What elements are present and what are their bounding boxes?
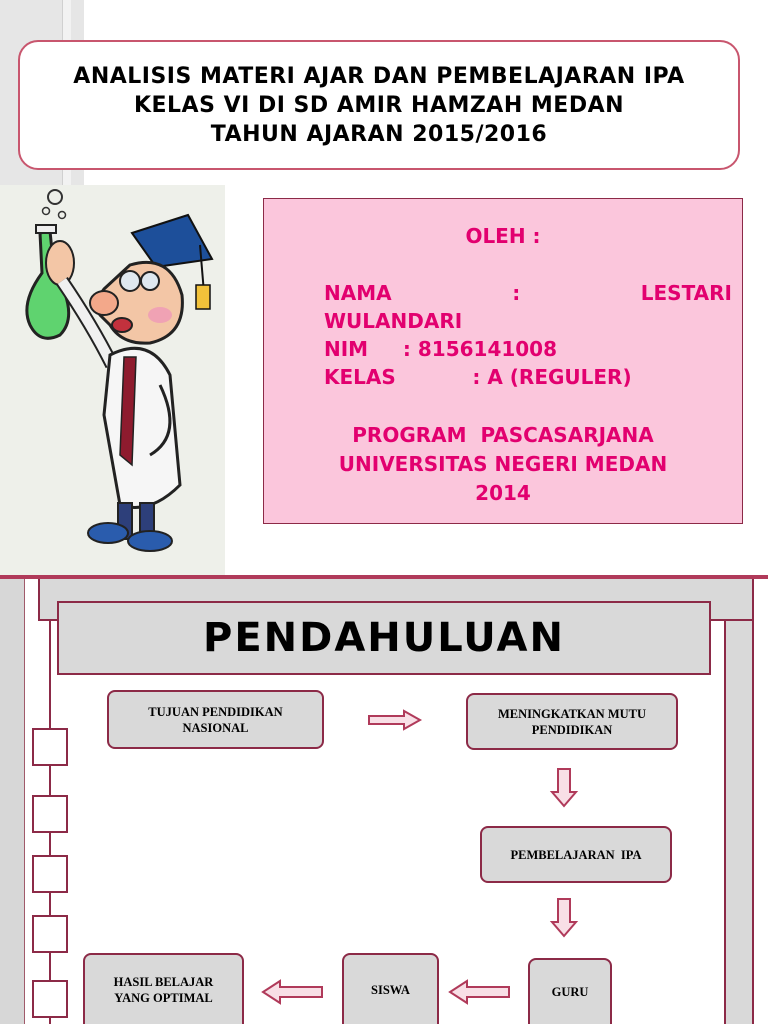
title-box	[18, 40, 740, 170]
author-info-box	[263, 198, 743, 524]
node-hasil	[83, 953, 244, 1024]
node-meningkatkan	[466, 693, 678, 750]
program-line-1: PROGRAM PASCASARJANA	[352, 423, 654, 447]
node-hasil-line-1: HASIL BELAJAR	[113, 974, 214, 989]
title-line-2: KELAS VI DI SD AMIR HAMZAH MEDAN	[133, 92, 625, 118]
decor-square	[32, 855, 68, 893]
slide-frame-right	[724, 621, 754, 1024]
node-guru	[528, 958, 612, 1024]
scientist-illustration	[0, 185, 225, 575]
node-siswa-label: SISWA	[371, 982, 410, 997]
title-line-1: ANALISIS MATERI AJAR DAN PEMBELAJARAN IPA	[73, 63, 685, 89]
node-tujuan-line-1: TUJUAN PENDIDIKAN	[148, 704, 283, 719]
arrow-right-icon	[368, 710, 422, 730]
program-line-3: 2014	[475, 481, 531, 505]
decor-square	[32, 980, 68, 1018]
node-hasil-line-2: YANG OPTIMAL	[114, 990, 213, 1005]
oleh-label: OLEH :	[465, 224, 541, 248]
section-header	[57, 601, 711, 675]
nama-value-first: LESTARI	[640, 281, 732, 305]
decor-square	[32, 795, 68, 833]
arrow-down-icon	[551, 768, 577, 808]
arrow-down-icon	[551, 898, 577, 938]
node-guru-label: GURU	[551, 985, 589, 999]
scientist-icon	[0, 185, 225, 575]
section-title: PENDAHULUAN	[203, 615, 565, 661]
slide-left-border	[0, 575, 25, 1024]
program-line-2: UNIVERSITAS NEGERI MEDAN	[338, 452, 668, 476]
kelas-line: KELAS : A (REGULER)	[324, 365, 632, 389]
node-tujuan	[107, 690, 324, 749]
node-pembelajaran-line-1: PEMBELAJARAN IPA	[510, 847, 642, 862]
nama-label: NAMA	[324, 281, 392, 305]
nama-row	[324, 281, 732, 305]
slide-pendahuluan	[0, 575, 768, 1024]
arrow-left-icon	[449, 980, 511, 1004]
node-tujuan-line-2: NASIONAL	[182, 720, 249, 735]
node-meningkatkan-line-2: PENDIDIKAN	[531, 722, 613, 737]
arrow-left-icon	[262, 980, 324, 1004]
node-siswa	[342, 953, 439, 1024]
nama-value-second: WULANDARI	[324, 309, 463, 333]
nim-line: NIM : 8156141008	[324, 337, 558, 361]
title-line-3: TAHUN AJARAN 2015/2016	[210, 121, 548, 147]
node-pembelajaran	[480, 826, 672, 883]
decor-square	[32, 728, 68, 766]
nama-colon: :	[512, 281, 521, 305]
decor-square	[32, 915, 68, 953]
node-meningkatkan-line-1: MENINGKATKAN MUTU	[497, 706, 647, 721]
slide-top-line	[0, 575, 768, 579]
